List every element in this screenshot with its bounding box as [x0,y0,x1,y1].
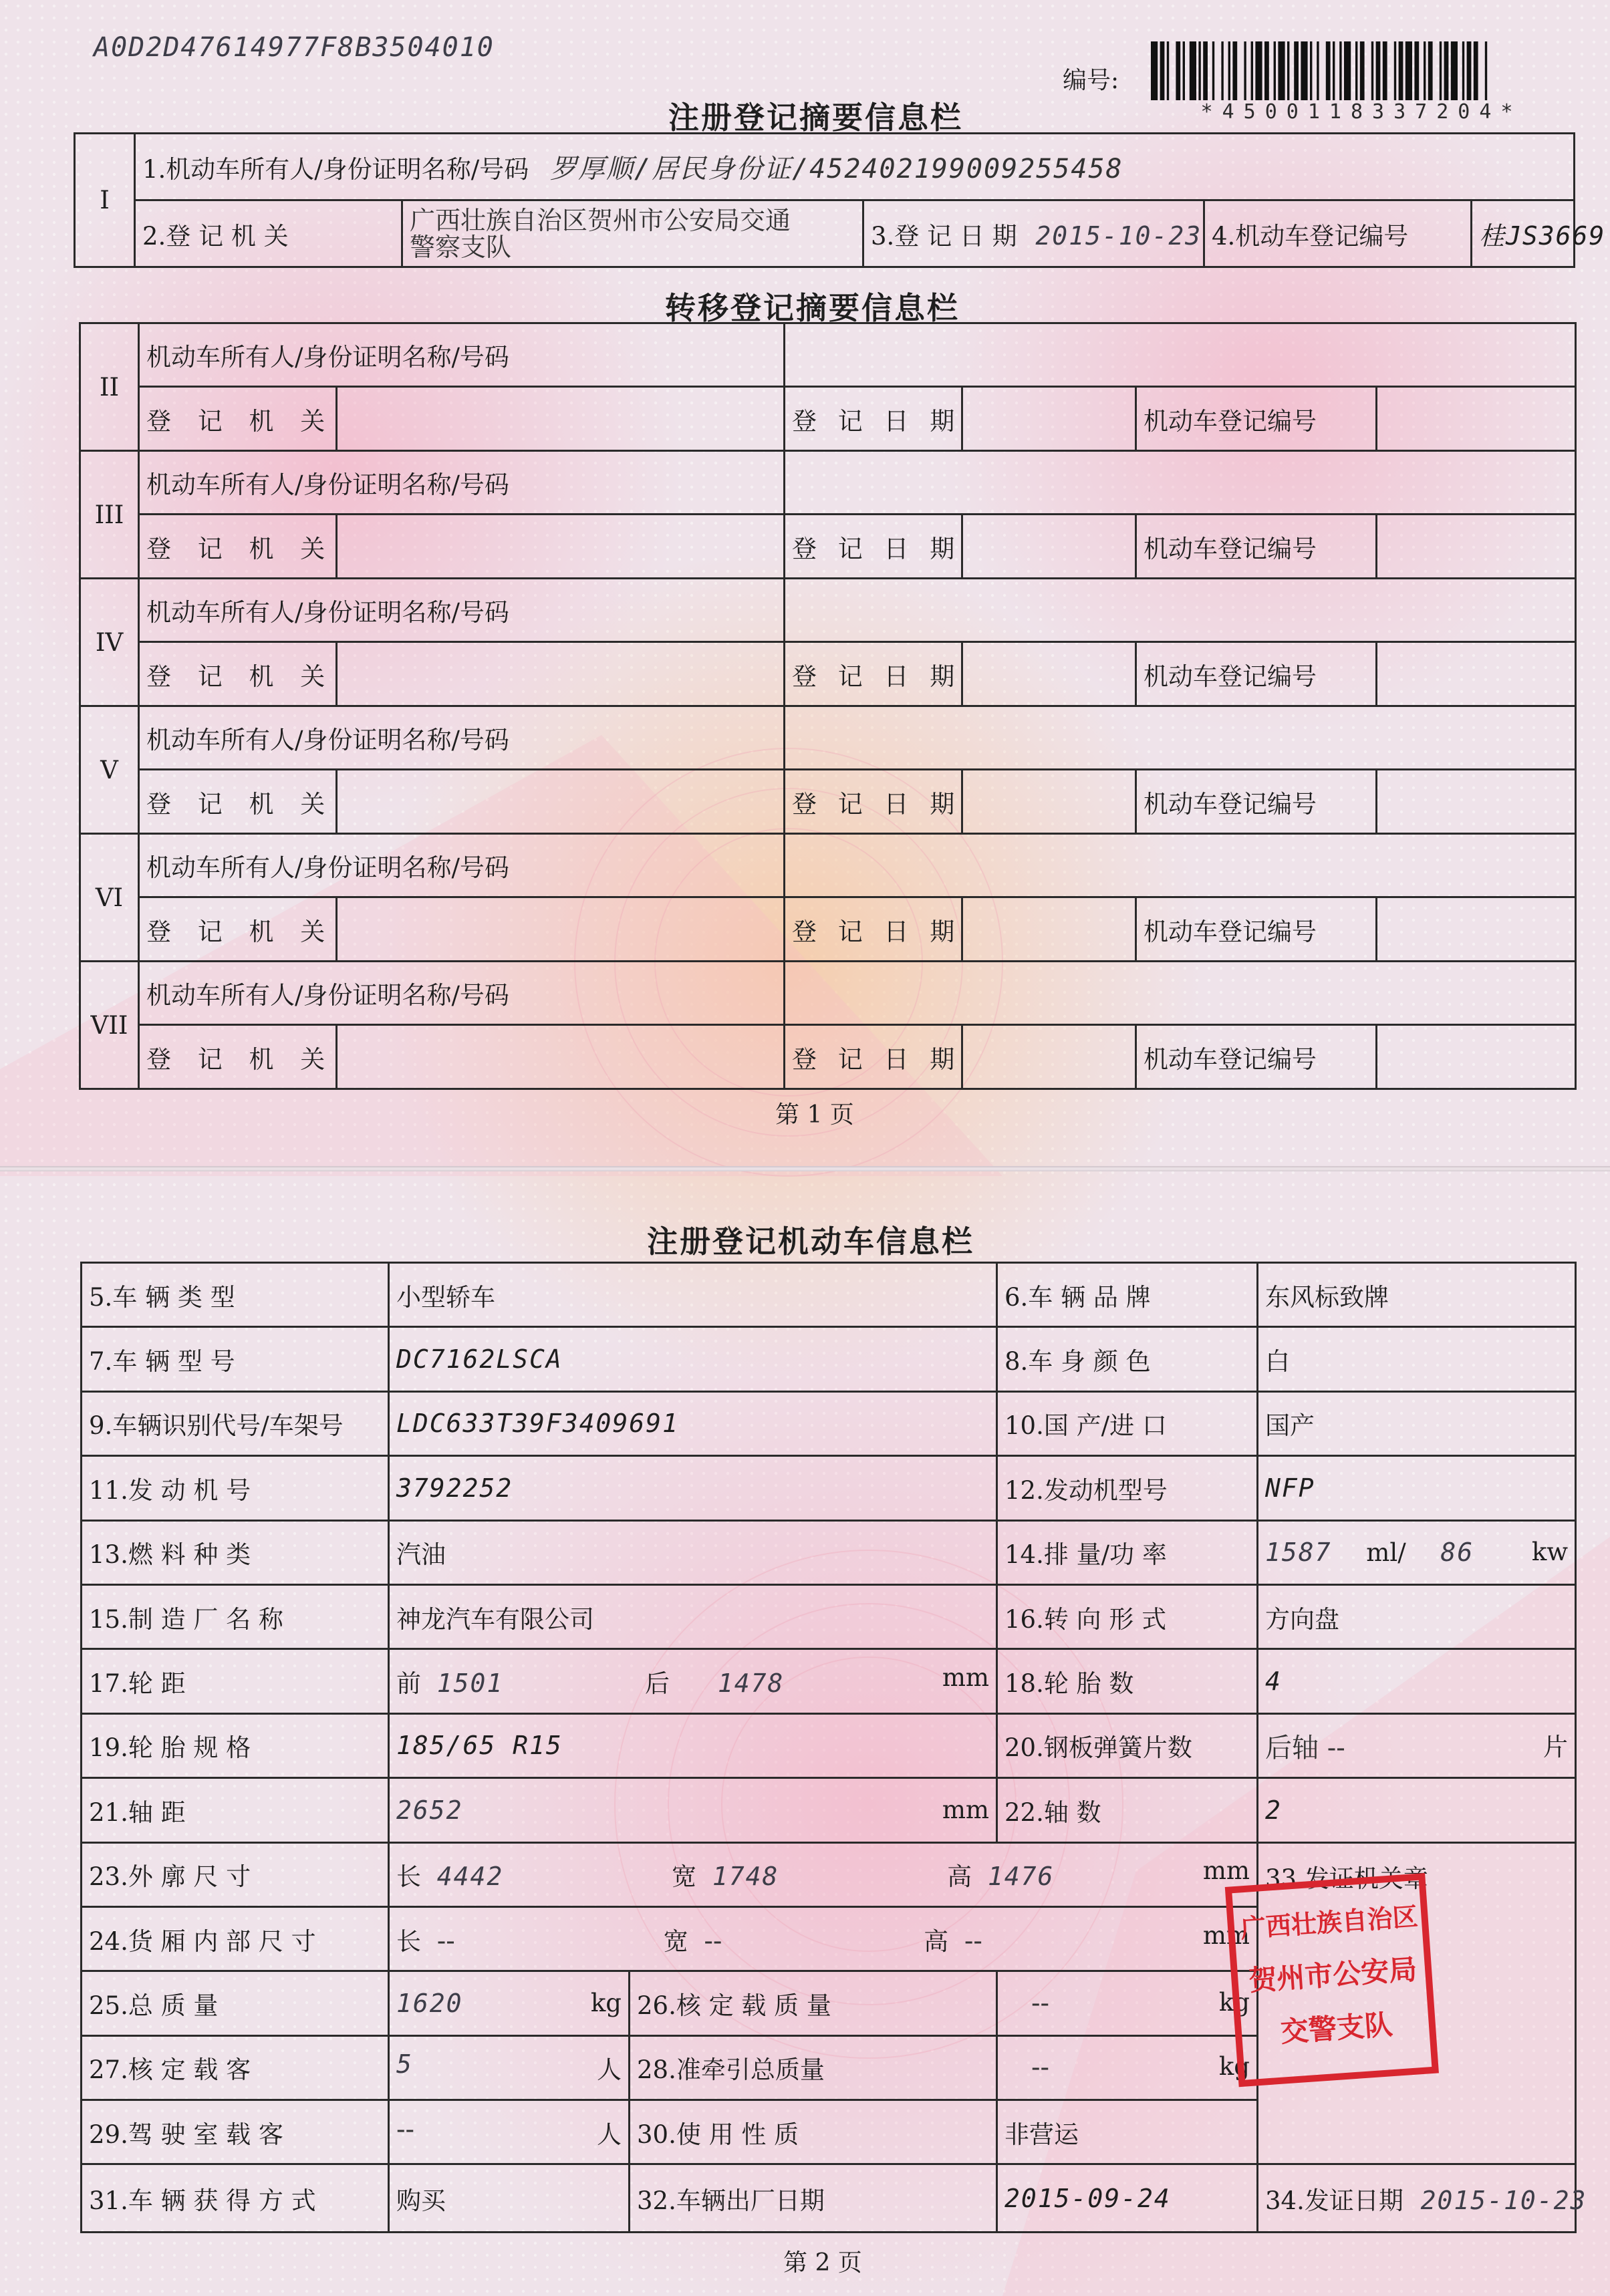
outer-wid: 1748 [712,1862,779,1892]
transfer-date-label: 登 记 日 期 [785,897,962,962]
transfer-reg-no-value [1377,387,1576,451]
transfer-authority-label: 登 记 机 关 [139,642,337,706]
barcode-bar [1326,41,1331,100]
barcode-bar [1371,41,1373,100]
barcode-bar [1287,41,1289,100]
spring-unit: 片 [1543,1732,1568,1761]
reg-date-label: 3.登 记 日 期 [871,221,1017,251]
power: 86 [1440,1538,1474,1568]
track-front-label: 前 [396,1669,421,1699]
transfer-authority-label: 登 记 机 关 [139,515,337,579]
transfer-reg-no-label: 机动车登记编号 [1136,897,1377,962]
vehicle-type: 小型轿车 [389,1263,997,1327]
barcode-bar [1485,41,1487,100]
number-label: 编号: [1063,67,1119,94]
transfer-owner-value [785,451,1576,515]
page-fold [0,1166,1610,1171]
color-label: 8.车 身 颜 色 [997,1327,1258,1391]
power-unit: kw [1531,1538,1568,1567]
transfer-owner-value [785,323,1576,387]
tire-spec: 185/65 R15 [389,1713,997,1777]
barcode-bar [1255,41,1262,100]
track-unit: mm [942,1663,989,1693]
brand: 东风标致牌 [1258,1263,1576,1327]
transfer-reg-no-label: 机动车登记编号 [1136,642,1377,706]
displacement-label: 14.排 量/功 率 [997,1520,1258,1584]
transfer-owner-label: 机动车所有人/身份证明名称/号码 [139,962,785,1025]
cargo-unit: mm [1202,1920,1250,1950]
transfer-owner-label: 机动车所有人/身份证明名称/号码 [139,834,785,897]
track-rear: 1478 [717,1669,785,1699]
section1-title: 注册登记摘要信息栏 [668,100,963,136]
model: DC7162LSCA [389,1327,997,1391]
issue-date: 2015-10-23 [1420,2185,1587,2215]
barcode-bar [1333,41,1335,100]
page2-label: 第 2 页 [783,2249,862,2277]
transfer-row-owner [80,706,1576,770]
roman-numeral: VI [80,834,139,962]
transfer-date-label: 登 记 日 期 [785,1025,962,1089]
body-color: 白 [1258,1327,1576,1391]
transfer-date-label: 登 记 日 期 [785,770,962,834]
outer-wid-label: 宽 [672,1862,697,1892]
wheelbase-unit: mm [942,1795,989,1824]
authority-value-line2: 警察支队 [410,232,512,262]
transfer-reg-no-value [1377,515,1576,579]
barcode-bar [1360,41,1365,100]
engine-no: 3792252 [389,1456,997,1520]
transfer-owner-label: 机动车所有人/身份证明名称/号码 [139,579,785,642]
acquire-label: 31.车 辆 获 得 方 式 [82,2164,389,2233]
barcode-bar [1444,41,1449,100]
barcode-bar [1376,41,1381,100]
transfer-reg-no-label: 机动车登记编号 [1136,515,1377,579]
barcode-bar [1394,41,1396,100]
owner-value: 罗厚顺/居民身份证/452402199009255458 [550,154,1123,184]
model-label: 7.车 辆 型 号 [82,1327,389,1391]
transfer-owner-label: 机动车所有人/身份证明名称/号码 [139,451,785,515]
transfer-date-label: 登 记 日 期 [785,387,962,451]
passengers-unit: 人 [597,2055,622,2085]
section2-title: 转移登记摘要信息栏 [665,290,960,326]
barcode-bar [1228,41,1230,100]
transfer-date-value [962,387,1136,451]
outer-unit: mm [1202,1856,1250,1886]
cab-passengers-label: 29.驾 驶 室 载 客 [82,2100,389,2164]
reg-date-value: 2015-10-23 [1035,221,1202,251]
transfer-authority-label: 登 记 机 关 [139,1025,337,1089]
transfer-owner-value [785,579,1576,642]
registration-summary-table [74,132,1606,268]
barcode-bar [1294,41,1299,100]
transfer-reg-no-value [1377,642,1576,706]
spring-rear: 后轴 -- [1265,1732,1345,1763]
issuer-seal-stamp [1223,1871,1444,2092]
transfer-date-label: 登 记 日 期 [785,642,962,706]
origin-label: 10.国 产/进 口 [997,1391,1258,1455]
barcode-bar [1383,41,1387,100]
vin-label: 9.车辆识别代号/车架号 [82,1391,389,1455]
track-front: 1501 [436,1669,504,1699]
page1-label: 第 1 页 [775,1101,854,1129]
cargo-len-label: 长 [396,1926,421,1956]
manufacturer: 神龙汽车有限公司 [389,1584,997,1648]
barcode-number: *4500118337204* [1200,100,1522,124]
engine-model-label: 12.发动机型号 [997,1456,1258,1520]
rated-load-unit: kg [1218,1987,1250,2017]
barcode-bar [1399,41,1403,100]
wheelbase-label: 21.轴 距 [82,1778,389,1842]
transfer-row-owner [80,579,1576,642]
transfer-row-owner [80,834,1576,897]
transfer-date-value [962,770,1136,834]
usage-label: 30.使 用 性 质 [630,2100,997,2164]
manufacturer-label: 15.制 造 厂 名 称 [82,1584,389,1648]
transfer-date-value [962,642,1136,706]
wheelbase: 2652 [396,1795,463,1825]
transfer-date-label: 登 记 日 期 [785,515,962,579]
transfer-reg-no-label: 机动车登记编号 [1136,387,1377,451]
transfer-date-value [962,515,1136,579]
transfer-authority-value [337,387,785,451]
vin: LDC633T39F3409691 [389,1391,997,1455]
transfer-authority-label: 登 记 机 关 [139,387,337,451]
total-mass-label: 25.总 质 量 [82,1971,389,2035]
barcode-bar [1167,41,1169,100]
transfer-row-detail [80,515,1576,579]
barcode-bar [1317,41,1319,100]
transfer-owner-value [785,962,1576,1025]
outer-hei: 1476 [987,1862,1055,1892]
barcode-bar [1462,41,1464,100]
displacement: 1587 [1265,1538,1332,1568]
usage: 非营运 [997,2100,1258,2164]
barcode-bar [1151,41,1158,100]
brand-label: 6.车 辆 品 牌 [997,1263,1258,1327]
barcode-bar [1440,41,1442,100]
barcode-bar [1198,41,1200,100]
barcode-bar [1264,41,1269,100]
tow-mass-unit: kg [1218,2052,1250,2082]
barcode-bar [1344,41,1351,100]
fuel-label: 13.燃 料 种 类 [82,1520,389,1584]
engine-no-label: 11.发 动 机 号 [82,1456,389,1520]
factory-date: 2015-09-24 [997,2164,1258,2233]
issuer-stamp-label: 33.发证机关章 [1265,1864,1428,1893]
transfer-row-detail [80,897,1576,962]
barcode-bar [1203,41,1208,100]
barcode-bar [1176,41,1180,100]
transfer-reg-no-value [1377,770,1576,834]
barcode-bar [1339,41,1341,100]
roman-numeral: IV [80,579,139,706]
barcode-bar [1301,41,1307,100]
origin: 国产 [1258,1391,1576,1455]
transfer-row-owner [80,323,1576,387]
steering: 方向盘 [1258,1584,1576,1648]
acquire: 购买 [389,2164,630,2233]
transfer-owner-label: 机动车所有人/身份证明名称/号码 [139,706,785,770]
total-mass: 1620 [396,1988,463,2018]
barcode-bar [1232,41,1237,100]
tow-mass: -- [1031,2052,1050,2084]
owner-label: 1.机动车所有人/身份证明名称/号码 [142,155,529,184]
barcode-bar [1405,41,1412,100]
transfer-reg-no-label: 机动车登记编号 [1136,1025,1377,1089]
outer-hei-label: 高 [947,1862,972,1892]
cargo-hei: -- [964,1925,982,1957]
transfer-summary-table [79,322,1577,1090]
transfer-row-detail [80,387,1576,451]
barcode-bar [1355,41,1357,100]
axle-label: 22.轴 数 [997,1778,1258,1842]
barcode-bar [1451,41,1458,100]
outer-len-label: 长 [396,1862,421,1892]
roman-numeral: III [80,451,139,579]
cargo-size-label: 24.货 厢 内 部 尺 寸 [82,1906,389,1971]
seal-text-line2: 贺州市公安局 [1247,1953,1418,1997]
barcode-bar [1274,41,1276,100]
cab-passengers-unit: 人 [597,2120,622,2149]
cargo-len: -- [436,1925,455,1957]
authority-value-line1: 广西壮族自治区贺州市公安局交通 [410,205,791,235]
authority-label: 2.登 记 机 关 [135,200,402,267]
transfer-row-detail [80,642,1576,706]
total-mass-unit: kg [590,1988,622,2017]
transfer-date-value [962,1025,1136,1089]
outer-len: 4442 [436,1862,504,1892]
outer-size-label: 23.外 廓 尺 寸 [82,1842,389,1906]
transfer-row-owner [80,962,1576,1025]
barcode-bar [1183,41,1185,100]
transfer-authority-value [337,770,785,834]
barcode-bar [1160,41,1165,100]
roman-I: I [75,134,135,267]
barcode-bar [1424,41,1426,100]
cargo-wid: -- [704,1925,722,1957]
roman-numeral: II [80,323,139,451]
transfer-authority-value [337,515,785,579]
vehicle-type-label: 5.车 辆 类 型 [82,1263,389,1327]
passengers: 5 [396,2049,413,2079]
barcode-bar [1221,41,1223,100]
passengers-label: 27.核 定 载 客 [82,2035,389,2100]
track-rear-label: 后 [645,1669,670,1699]
barcode-bar [1190,41,1196,100]
tire-count-label: 18.轮 胎 数 [997,1649,1258,1713]
transfer-row-detail [80,770,1576,834]
transfer-row-detail [80,1025,1576,1089]
cargo-wid-label: 宽 [663,1926,688,1956]
reg-no-label: 4.机动车登记编号 [1204,200,1472,267]
transfer-owner-label: 机动车所有人/身份证明名称/号码 [139,323,785,387]
serial-code: A0D2D47614977F8B3504010 [94,32,495,63]
rated-load-label: 26.核 定 载 质 量 [630,1971,997,2035]
transfer-authority-label: 登 记 机 关 [139,770,337,834]
cab-passengers: -- [396,2114,415,2145]
barcode-bar [1428,41,1433,100]
section3-title: 注册登记机动车信息栏 [647,1224,974,1260]
issue-date-label: 34.发证日期 [1265,2186,1403,2215]
transfer-reg-no-value [1377,1025,1576,1089]
tire-count: 4 [1258,1649,1576,1713]
rated-load: -- [1031,1987,1050,2019]
engine-model: NFP [1258,1456,1576,1520]
seal-text-line3: 交警支队 [1279,2008,1394,2049]
barcode-bar [1474,41,1478,100]
factory-date-label: 32.车辆出厂日期 [630,2164,997,2233]
tow-mass-label: 28.准牵引总质量 [630,2035,997,2100]
barcode-bar [1310,41,1312,100]
roman-numeral: V [80,706,139,834]
transfer-reg-no-label: 机动车登记编号 [1136,770,1377,834]
barcode-bar [1414,41,1419,100]
reg-no-value: 桂JS3669 [1472,200,1575,267]
spring-label: 20.钢板弹簧片数 [997,1713,1258,1777]
roman-numeral: VII [80,962,139,1089]
transfer-date-value [962,897,1136,962]
barcode-bar [1278,41,1285,100]
cargo-hei-label: 高 [924,1926,949,1956]
tire-spec-label: 19.轮 胎 规 格 [82,1713,389,1777]
seal-text-line1: 广西壮族自治区 [1239,1901,1420,1944]
steering-label: 16.转 向 形 式 [997,1584,1258,1648]
transfer-authority-label: 登 记 机 关 [139,897,337,962]
axle: 2 [1258,1778,1576,1842]
transfer-owner-value [785,834,1576,897]
transfer-reg-no-value [1377,897,1576,962]
barcode [1151,41,1572,103]
barcode-bar [1251,41,1253,100]
transfer-authority-value [337,642,785,706]
displacement-unit: ml/ [1366,1538,1406,1568]
transfer-authority-value [337,1025,785,1089]
track-label: 17.轮 距 [82,1649,389,1713]
transfer-authority-value [337,897,785,962]
barcode-bar [1212,41,1214,100]
fuel: 汽油 [389,1520,997,1584]
barcode-bar [1467,41,1472,100]
transfer-owner-value [785,706,1576,770]
barcode-bar [1244,41,1246,100]
transfer-row-owner [80,451,1576,515]
